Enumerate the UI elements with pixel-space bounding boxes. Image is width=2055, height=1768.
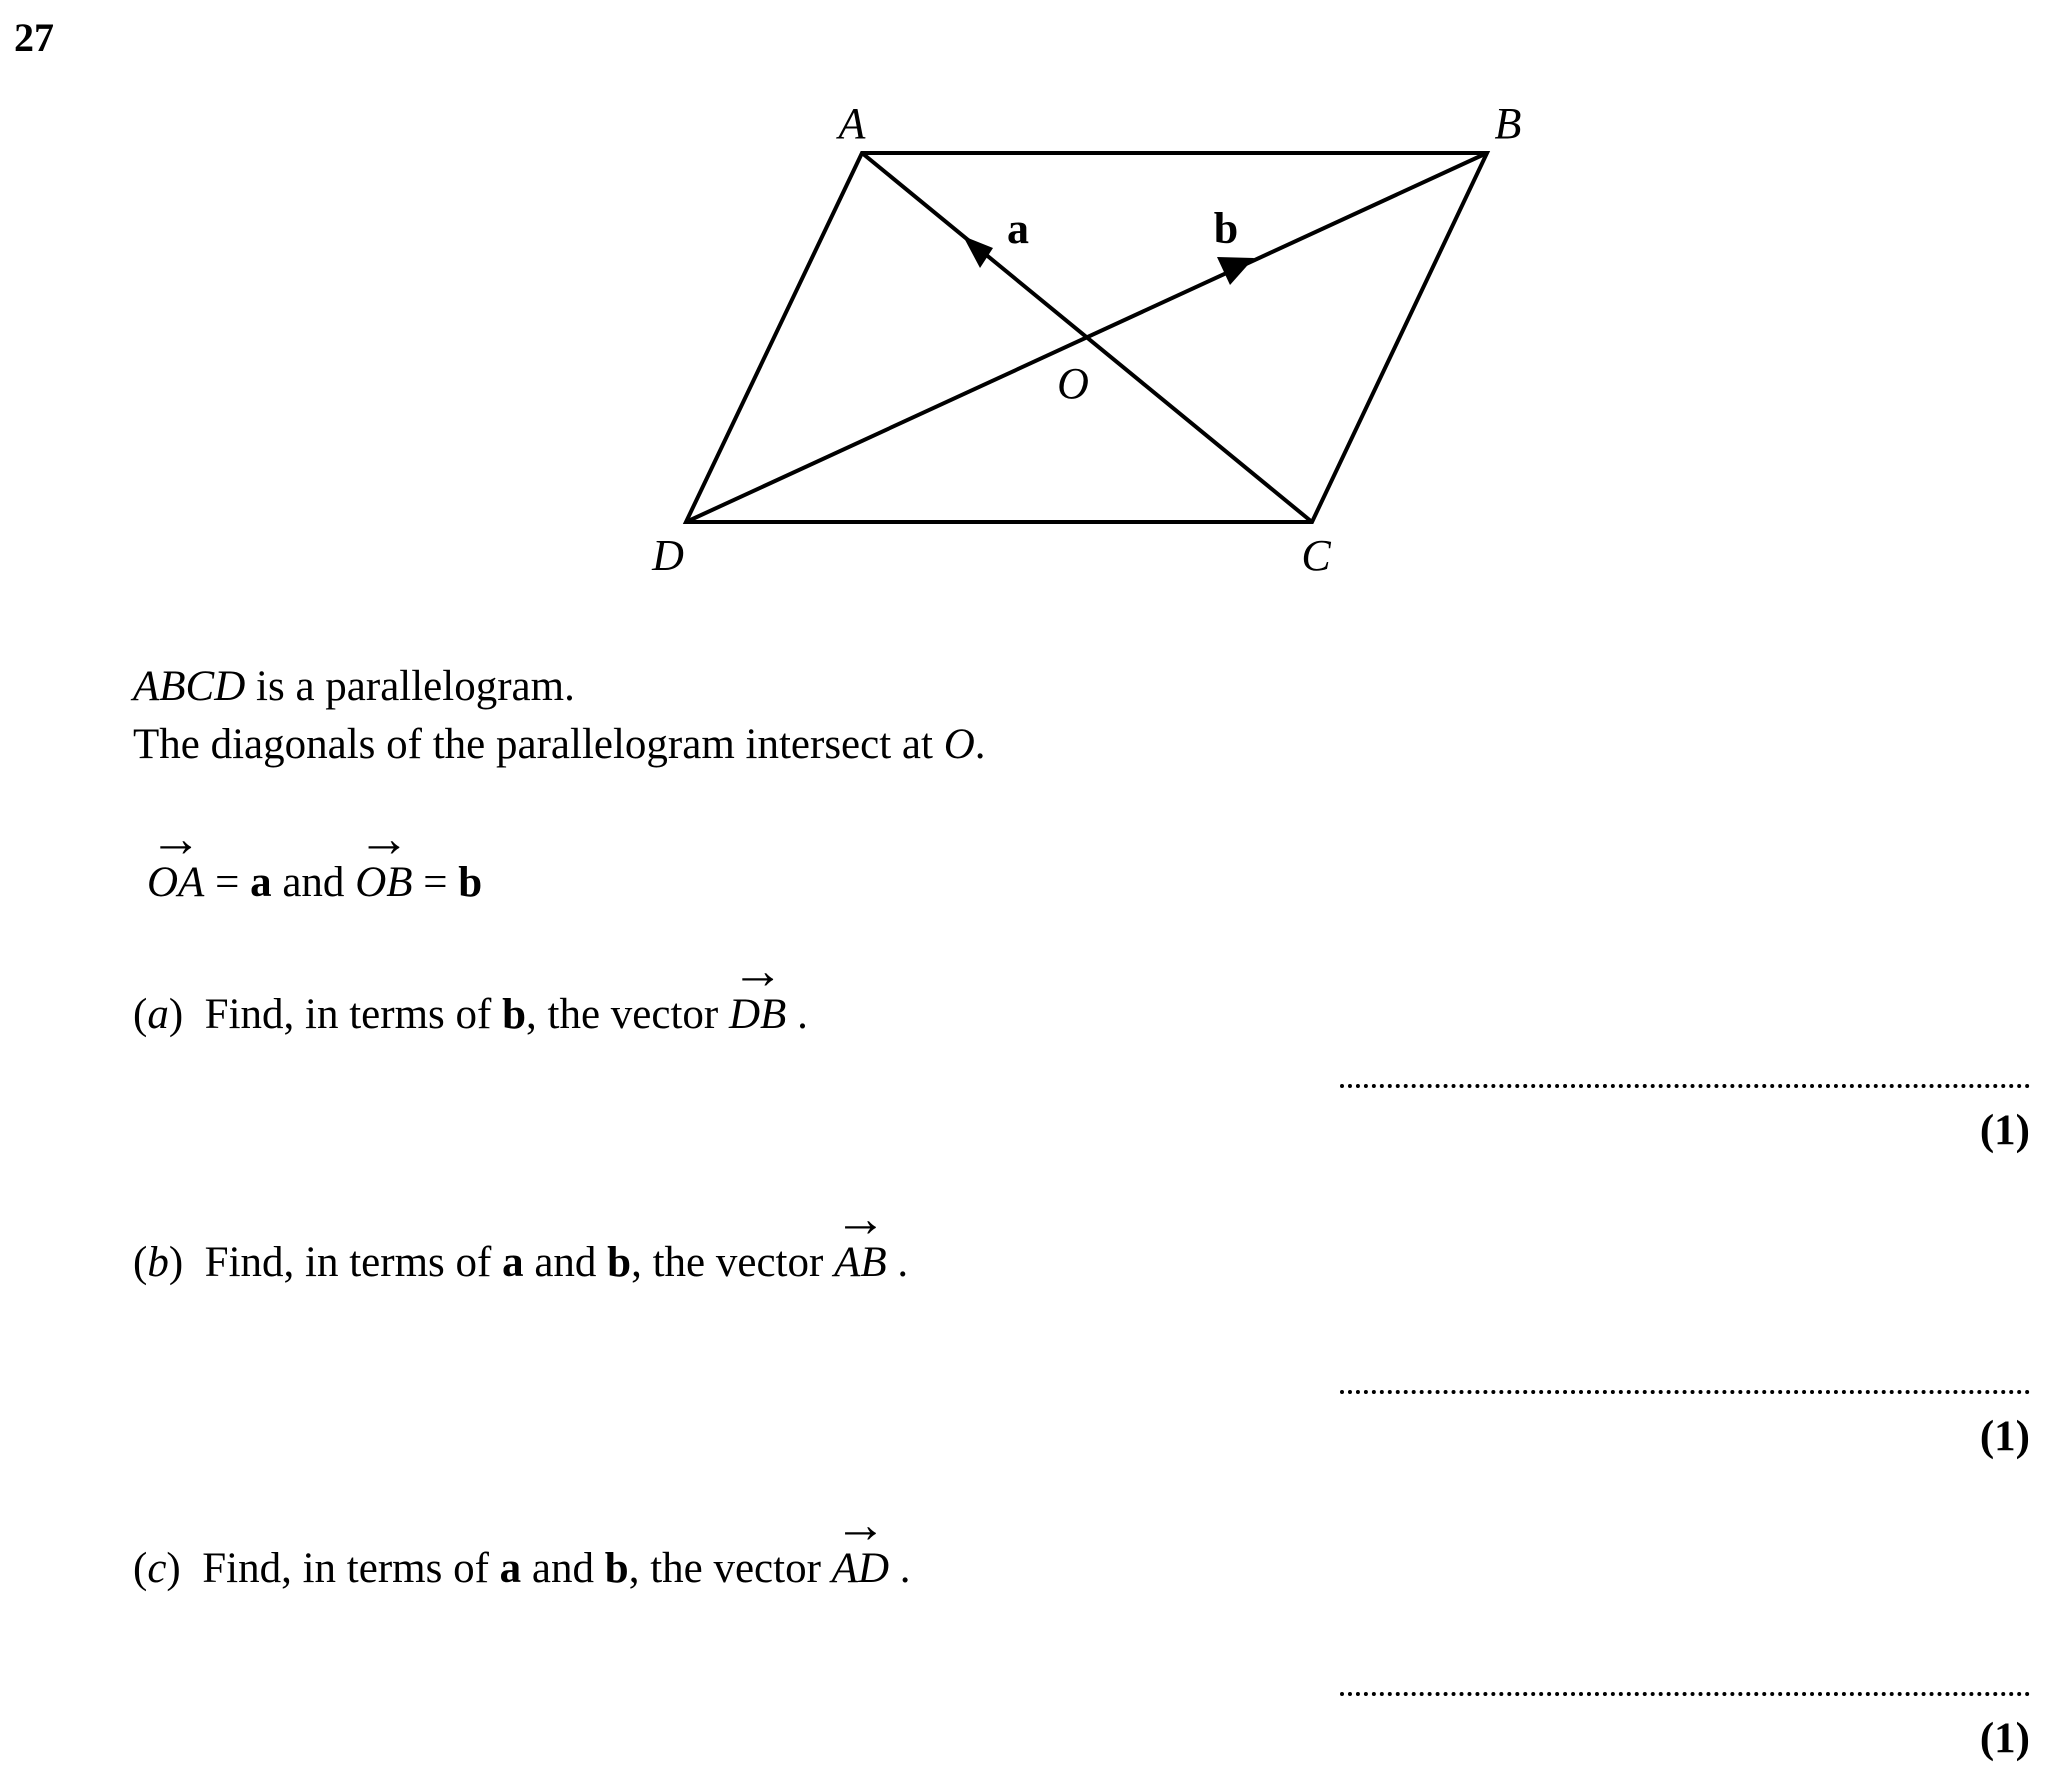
vertex-label-c: C [1301, 531, 1331, 580]
question-part-c: (c) Find, in terms of a and b, the vector → AD . [133, 1544, 911, 1593]
part-letter: b [147, 1239, 169, 1286]
vector-symbol-a: a [250, 859, 272, 906]
marks-a: (1) [1979, 1107, 2030, 1154]
vertex-label-b: B [1494, 99, 1522, 148]
question-number: 27 [14, 15, 54, 60]
question-part-a: (a) Find, in terms of b, the vector → DB . [133, 990, 808, 1039]
point-label-o: O [1057, 359, 1089, 408]
vector-b-arrowhead [1217, 257, 1254, 285]
diagonal-bd [686, 153, 1487, 522]
vector-ab: → AB [834, 1238, 887, 1287]
vertex-label-a: A [838, 99, 866, 148]
part-letter: a [147, 991, 169, 1038]
vector-symbol-b: b [458, 859, 483, 906]
statement-line-2: The diagonals of the parallelogram intersect at O. [133, 721, 986, 768]
vector-label-b: b [1213, 204, 1239, 253]
statement-line-1-text: is a parallelogram. [245, 663, 575, 710]
vector-ob: → OB [355, 858, 412, 907]
vector-oa: → OA [147, 858, 204, 907]
answer-line-a[interactable] [1340, 1084, 2030, 1088]
part-letter: c [147, 1545, 167, 1592]
vector-db: → DB [729, 990, 786, 1039]
vector-a-arrowhead [963, 236, 993, 268]
marks-c: (1) [1979, 1715, 2030, 1762]
shape-name: ABCD [133, 663, 246, 710]
answer-line-b[interactable] [1340, 1390, 2030, 1394]
vector-definition: → OA = a and → OB = b [147, 858, 482, 907]
marks-b: (1) [1979, 1413, 2030, 1460]
intersection-point: O [943, 721, 975, 768]
answer-line-c[interactable] [1340, 1692, 2030, 1696]
vertex-label-d: D [652, 531, 684, 580]
vector-label-a: a [1007, 204, 1029, 253]
statement-line-2-text: The diagonals of the parallelogram intersect at [133, 721, 944, 768]
parallelogram-diagram [0, 0, 2055, 620]
question-part-b: (b) Find, in terms of a and b, the vector → AB . [133, 1238, 908, 1287]
statement-line-1 [133, 662, 575, 711]
vector-ad: → AD [832, 1544, 889, 1593]
